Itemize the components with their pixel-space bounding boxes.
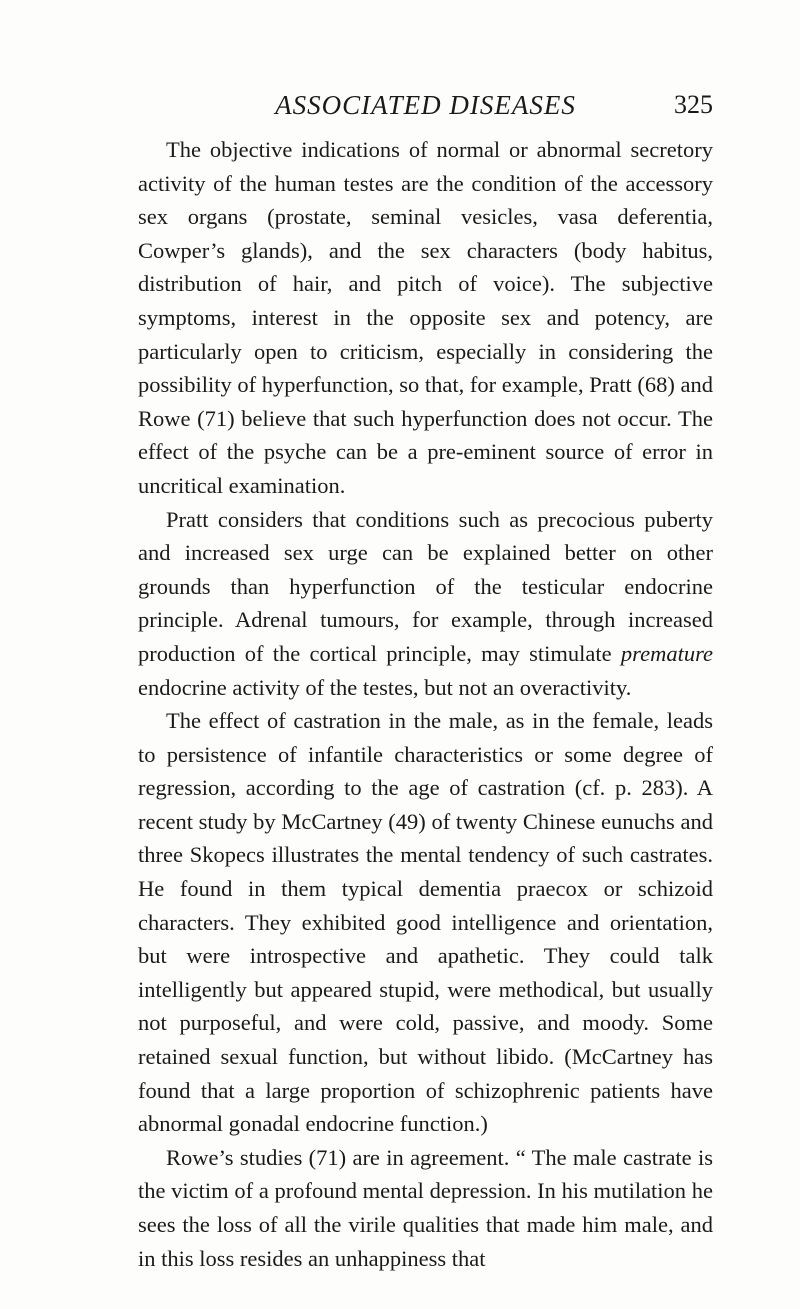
body-text: [138, 133, 713, 1275]
paragraph-4: Rowe’s studies (71) are in agreement. “ The male castrate is the victim of a profound mental depression. In his mutilation he sees the loss of all the virile qualities that made him male, and in this loss resides an unhappiness that: [138, 1144, 713, 1271]
paragraph-2-emphasis: premature: [620, 640, 713, 666]
paragraph-1: The objective indications of normal or abnormal secretory activity of the human testes are the condition of the accessory sex organs (prostate, seminal vesicles, vasa deferentia, Cowper’s glands), and the sex characters (body habitus, distribution of hair, and pitch of voice). The subjective symptoms, interest in the opposite sex and potency, are particularly open to criticism, especially in considering the possibility of hyperfunction, so that, for example, Pratt (68) and Rowe (71) believe that such hyperfunction does not occur. The effect of the psyche can be a pre-eminent source of error in uncritical examination.: [138, 137, 713, 498]
page-header: [138, 88, 713, 128]
paragraph-2: [138, 503, 713, 705]
running-head: ASSOCIATED DISEASES: [275, 90, 576, 120]
paragraph-3: The effect of castration in the male, as in the female, leads to persistence of infantile characteristics or some degree of regression, according to the age of castration (cf. p. 283). A recent study by McCartney (49) of twenty Chinese eunuchs and three Skopecs illustrates the mental tendency of such castrates. He found in them typical dementia praecox or schizoid characters. They exhibited good intelligence and orientation, but were introspective and apathetic. They could talk intelligently but appeared stupid, were methodical, but usually not purposeful, and were cold, passive, and moody. Some retained sexual function, but without libido. (McCartney has found that a large proportion of schizophrenic patients have abnormal gonadal endocrine function.): [138, 708, 713, 1137]
paragraph-2-after: endocrine activity of the testes, but not an overactivity.: [138, 674, 632, 700]
paragraph-2-before: Pratt considers that conditions such as precocious puberty and increased sex urge can be explained better on other grounds than hyperfunction of the testicular endocrine principle. Adrenal tumours, for example, through increased production of the cortical principle, may stimulate: [138, 506, 713, 666]
page-number: 325: [674, 90, 713, 119]
